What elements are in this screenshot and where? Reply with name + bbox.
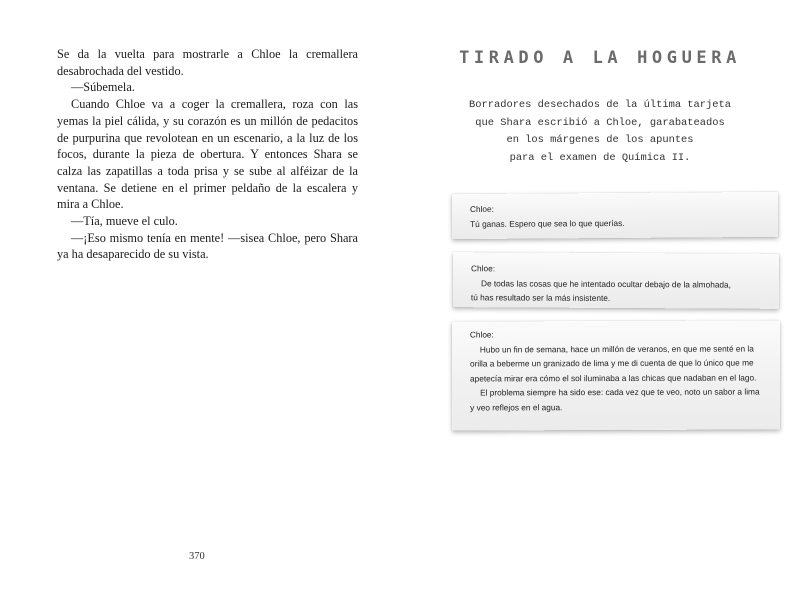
paragraph: Cuando Chloe va a coger la cremallera, roza con las yemas la piel cálida, y su corazón es un millón de pedacitos de purpurina que revolotean en un escenario, a la luz de los focos, durante la pieza de obertura. Y entonces Shara se calza las zapatillas a toda prisa y se sube al alféizar de la ventana. Se detiene en el primer peldaño de la escalera y mira a Chloe. [57, 97, 358, 212]
epigraph [400, 97, 800, 167]
paragraph: —¡Eso mismo tenía en mente! —sisea Chloe, pero Shara ya ha desaparecido de su vista. [57, 230, 358, 262]
note-line: tú has resultado ser la más insistente. [470, 292, 611, 304]
note-line: y veo reflejos en el agua. [470, 402, 563, 413]
torn-note-2 [453, 252, 779, 309]
note-line: El problema siempre ha sido ese: cada vez que te veo, noto un sabor a lima [480, 386, 760, 398]
note-line: Tú ganas. Espero que sea lo que querías. [470, 217, 625, 229]
epigraph-line: que Shara escribió a Chloe, garabateados [475, 116, 725, 129]
page-number: 370 [189, 551, 205, 562]
epigraph-line: Borradores desechados de la última tarjeta [469, 99, 731, 111]
note-salutation: Chloe: [469, 203, 494, 215]
paragraph: —Tía, mueve el culo. [71, 214, 178, 229]
epigraph-line: para el examen de Química II. [509, 151, 691, 164]
paragraph: —Súbemela. [71, 80, 135, 95]
paragraph: Se da la vuelta para mostrarle a Chloe la cremallera desabrochada del vestido. [57, 47, 358, 78]
note-line: apetecía mirar era cómo el sol iluminaba a las chicas que nadaban en el lago. [469, 372, 757, 384]
note-line: De todas las cosas que he intentado ocultar debajo de la almohada, [480, 277, 732, 290]
chapter-title: TIRADO A LA HOGUERA [459, 48, 741, 68]
torn-note-1 [452, 192, 778, 239]
torn-note-3 [452, 320, 780, 430]
note-line: Hubo un fin de semana, hace un millón de veranos, en que me senté en la [479, 343, 754, 355]
note-salutation: Chloe: [471, 263, 496, 274]
note-line: orilla a beberme un granizado de lima y me di cuenta de que lo único que me [469, 357, 754, 369]
note-salutation: Chloe: [469, 329, 494, 340]
left-page-body [57, 46, 358, 263]
epigraph-line: en los márgenes de los apuntes [506, 134, 694, 146]
